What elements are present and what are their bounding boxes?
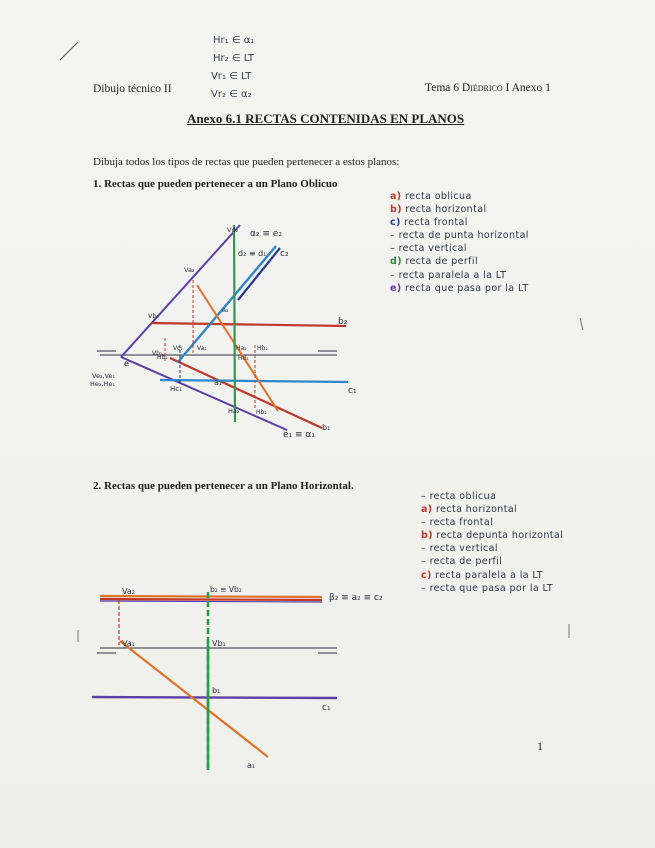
list-marker: d) — [390, 256, 402, 268]
trace-alpha1 — [121, 357, 287, 430]
subject-label: Dibujo técnico II — [93, 83, 172, 95]
label-ha2: Ha₂ — [228, 407, 240, 415]
list-text: recta que pasa por la LT — [429, 582, 554, 594]
list-text: recta frontal — [404, 217, 468, 229]
label-vertex: e — [124, 359, 129, 368]
label-d2: d₂ ≡ d₁ — [238, 249, 267, 258]
unit-suffix: I Anexo 1 — [502, 82, 551, 94]
line-c1 — [160, 380, 348, 382]
list-marker: – — [421, 491, 427, 502]
unit-prefix: Tema 6 — [425, 82, 462, 94]
label-a1: a₁ — [247, 761, 256, 770]
list-text: recta vertical — [398, 243, 467, 255]
section-1-heading: 1. Rectas que pueden pertenecer a un Plano Oblicuo — [93, 178, 338, 190]
list-marker: c) — [421, 569, 432, 581]
list-text: recta de perfil — [429, 556, 503, 568]
list-marker: – — [390, 269, 396, 281]
list-marker: – — [390, 230, 396, 242]
top-note-line-3: Vr₁ ∈ LT — [211, 71, 252, 82]
label-hb1: Hb₁ — [157, 354, 168, 361]
label-b1: b₁ — [322, 423, 331, 432]
list-marker: c) — [390, 217, 401, 229]
scan-mark — [580, 318, 583, 330]
line-d-profile — [234, 225, 235, 422]
diagram-oblique-plane — [90, 225, 357, 440]
label-vb: Vb₂ — [148, 312, 160, 320]
list-marker: e) — [390, 282, 402, 294]
list-marker: – — [421, 517, 427, 529]
list-text: recta que pasa por la LT — [405, 282, 529, 294]
diagram-horizontal-plane — [92, 585, 383, 770]
instructions: Dibuja todos los tipos de rectas que pueden pertenecer a estos planos: — [93, 156, 400, 168]
label-va: Va₂ — [184, 266, 195, 274]
list-text: recta frontal — [429, 517, 494, 529]
line-a1 — [120, 641, 268, 757]
list-text: recta oblicua — [404, 191, 472, 202]
list-marker: – — [421, 543, 427, 555]
trace-alpha2 — [121, 225, 240, 357]
page-number: 1 — [537, 739, 543, 753]
list-marker: a) — [421, 504, 433, 516]
list-marker: – — [421, 556, 427, 568]
list-marker: a) — [390, 191, 402, 202]
label-c2: c₂ — [280, 249, 289, 259]
pencil-mark — [60, 42, 78, 60]
label-va1: Va₁ — [197, 345, 207, 352]
top-note-line-2: Hr₂ ∈ LT — [213, 53, 255, 64]
label-va2: Va₂ — [122, 587, 135, 596]
label-vd: Vd₂ — [227, 226, 239, 234]
label-beta2: β₂ ≡ a₂ ≡ c₂ — [329, 593, 383, 603]
label-vc: Vc₂ — [173, 345, 183, 352]
list-text: recta paralela a la LT — [398, 269, 507, 281]
list-text: recta de punta horizontal — [398, 230, 529, 242]
section-2-heading: 2. Rectas que pueden pertenecer a un Plano Horizontal. — [93, 480, 354, 492]
list-marker: – — [390, 243, 396, 255]
label-c1: c₁ — [322, 703, 331, 713]
list-text: recta de perfil — [405, 256, 479, 268]
label-va1: Va₁ — [122, 639, 135, 648]
line-beta2-red — [100, 599, 322, 600]
label-e1: e₁ ≡ α₁ — [283, 430, 315, 440]
list-text: recta depunta horizontal — [436, 530, 564, 542]
label-hb2: Hb₂ — [256, 409, 267, 416]
label-hc: Hc₁ — [170, 385, 182, 393]
label-hb: Hb₂ — [257, 345, 268, 352]
list-text: recta horizontal — [405, 204, 487, 216]
label-a2: a₂ — [222, 306, 229, 314]
line-beta2-purple — [100, 601, 322, 602]
page-title: Anexo 6.1 RECTAS CONTENIDAS EN PLANOS — [187, 111, 465, 126]
list-marker: b) — [390, 204, 402, 216]
line-b2 — [151, 323, 346, 326]
label-vb1: Vb₁ — [212, 639, 226, 648]
list-marker: – — [421, 582, 427, 594]
list-text: recta oblicua — [429, 491, 497, 502]
label-b1: b₁ — [212, 686, 221, 695]
label-vertex-note2: He₂,He₁ — [90, 380, 116, 388]
line-c1-horizontal — [92, 697, 337, 698]
list-text: recta vertical — [429, 543, 498, 555]
unit-caps: Diédrico — [461, 82, 503, 94]
label-hd: Hd₁ — [238, 355, 249, 362]
label-ha: Ha₂ — [236, 345, 247, 352]
top-note-line-4: Vr₂ ∈ α₂ — [211, 89, 252, 100]
list-text: recta paralela a la LT — [435, 569, 543, 581]
label-c1: c₁ — [348, 386, 357, 396]
label-vertex-note1: Ve₂,Ve₁ — [92, 372, 116, 380]
label-vb1: Vb₁ — [152, 350, 163, 357]
label-a1: a₁ — [214, 378, 223, 387]
top-note-line-1: Hr₁ ∈ α₁ — [213, 35, 255, 46]
label-alpha2: α₂ ≡ e₂ — [250, 229, 282, 239]
list-marker: b) — [421, 530, 433, 542]
label-b2vb2: b₂ ≡ Vb₂ — [210, 585, 242, 594]
line-beta2-orange — [100, 596, 322, 597]
list-text: recta horizontal — [435, 504, 518, 516]
label-b2: b₂ — [338, 317, 348, 327]
line-b1 — [170, 358, 322, 428]
